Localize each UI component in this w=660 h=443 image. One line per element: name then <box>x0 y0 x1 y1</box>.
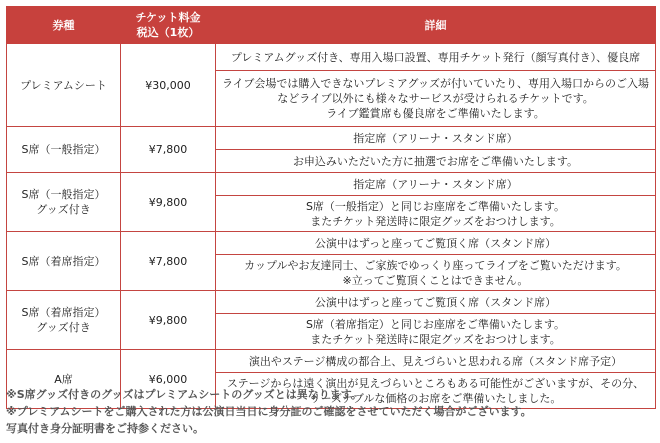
table-header-row <box>7 7 656 44</box>
header-ticket-type: 券種 <box>7 7 121 44</box>
detail-line: ライブ鑑賞席も優良席をご準備いたします。 <box>326 107 545 120</box>
ticket-detail-cell <box>216 44 656 71</box>
ticket-detail-cell <box>216 196 656 232</box>
header-detail: 詳細 <box>216 7 656 44</box>
detail-line: 演出やステージ構成の都合上、見えづらいと思われる席（スタンド席予定） <box>248 354 623 368</box>
table-row <box>7 350 656 373</box>
ticket-type-line: S席（着席指定） <box>21 306 106 319</box>
detail-line: などライブ以外にも様々なサービスが受けられるチケットです。 <box>277 92 594 105</box>
ticket-type-line: グッズ付き <box>36 321 91 334</box>
table-row <box>7 127 656 150</box>
detail-line: 指定席（アリーナ・スタンド席） <box>353 177 518 191</box>
ticket-type-line: S席（着席指定） <box>21 254 106 268</box>
ticket-detail-cell <box>216 314 656 350</box>
ticket-price-cell: ¥9,800 <box>121 173 216 232</box>
ticket-price-cell: ¥7,800 <box>121 232 216 291</box>
table-row <box>7 173 656 196</box>
ticket-detail-cell <box>216 71 656 127</box>
detail-line: またチケット発送時に限定グッズをおつけします。 <box>310 332 561 346</box>
ticket-type-line: グッズ付き <box>36 203 91 216</box>
header-price-line1: チケット料金 <box>135 11 201 24</box>
ticket-detail-cell <box>216 127 656 150</box>
ticket-type-cell <box>7 232 121 291</box>
header-ticket-price <box>121 7 216 44</box>
detail-line: ライブ会場では購入できないプレミアグッズが付いていたり、専用入場口からのご入場 <box>221 77 650 90</box>
detail-line: プレミアムグッズ付き、専用入場口設置、専用チケット発行（顔写真付き）、優良席 <box>230 50 641 64</box>
ticket-detail-cell <box>216 350 656 373</box>
detail-line: S席（一般指定）と同じお座席をご準備いたします。 <box>305 199 566 213</box>
ticket-type-cell <box>7 127 121 173</box>
detail-line: S席（着席指定）と同じお座席をご準備いたします。 <box>305 317 566 331</box>
ticket-detail-cell <box>216 255 656 291</box>
footnote-line: ※プレミアムシートをご購入された方は公演日当日に身分証のご確認をさせていただく場合がございます。 <box>6 405 532 418</box>
ticket-price-cell: ¥9,800 <box>121 291 216 350</box>
ticket-type-cell <box>7 173 121 232</box>
footnote-line: ※S席グッズ付きのグッズはプレミアムシートのグッズとは異なります。 <box>6 388 362 401</box>
ticket-detail-cell <box>216 291 656 314</box>
ticket-type-cell <box>7 44 121 127</box>
ticket-price-table <box>6 6 656 409</box>
footnote-line: 写真付き身分証明書をご持参ください。 <box>6 422 204 435</box>
detail-line: ステージからは遠く演出が見えづらいところもある可能性がございますが、その分、 <box>226 376 645 390</box>
table-row <box>7 44 656 71</box>
table-row <box>7 291 656 314</box>
detail-line: 指定席（アリーナ・スタンド席） <box>353 131 518 145</box>
detail-line: お申込みいただいた方に抽選でお席をご準備いたします。 <box>292 154 579 168</box>
ticket-detail-cell <box>216 150 656 173</box>
detail-line: またチケット発送時に限定グッズをおつけします。 <box>310 214 561 228</box>
ticket-detail-cell <box>216 232 656 255</box>
footnotes <box>6 386 655 437</box>
table-body <box>7 44 656 409</box>
detail-line: リーズナブルな価格のお席をご準備いたしました。 <box>309 391 562 405</box>
ticket-price-cell: ¥30,000 <box>121 44 216 127</box>
ticket-detail-cell <box>216 173 656 196</box>
ticket-price-cell: ¥7,800 <box>121 127 216 173</box>
detail-line: カップルやお友達同士、ご家族でゆっくり座ってライブをご覧いただけます。 <box>244 258 627 272</box>
ticket-type-cell <box>7 291 121 350</box>
ticket-type-line: プレミアムシート <box>20 78 107 92</box>
ticket-type-line: S席（一般指定） <box>21 188 106 201</box>
ticket-type-line: S席（一般指定） <box>21 143 106 156</box>
ticket-type-line: A席 <box>54 372 73 386</box>
detail-line: 公演中はずっと座ってご覧頂く席（スタンド席） <box>314 295 557 309</box>
detail-line: 公演中はずっと座ってご覧頂く席（スタンド席） <box>314 236 557 250</box>
table-row <box>7 232 656 255</box>
detail-line: ※立ってご覧頂くことはできません。 <box>342 273 529 287</box>
header-price-line2: 税込（1枚） <box>136 26 200 39</box>
ticket-price-cell: ¥6,000 <box>121 350 216 409</box>
